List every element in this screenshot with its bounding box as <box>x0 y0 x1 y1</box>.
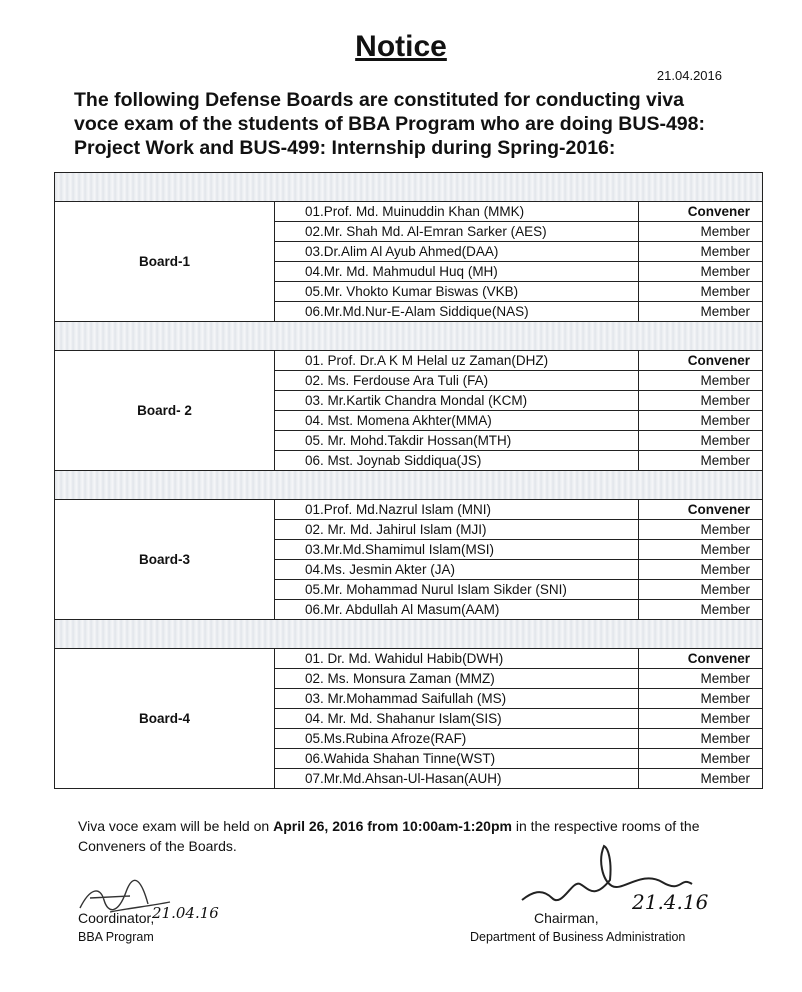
note-datetime: April 26, 2016 from 10:00am-1:20pm <box>273 818 512 834</box>
member-name: 01. Dr. Md. Wahidul Habib(DWH) <box>275 649 639 669</box>
board-separator-row <box>55 620 763 649</box>
member-role: Member <box>639 729 763 749</box>
note-prefix: Viva voce exam will be held on <box>78 818 274 834</box>
board-member-row <box>55 649 763 669</box>
chairman-dept: Department of Business Administration <box>470 930 686 944</box>
coordinator-date: 21.04.16 <box>152 904 219 922</box>
member-name: 05.Ms.Rubina Afroze(RAF) <box>275 729 639 749</box>
member-role: Member <box>639 242 763 262</box>
member-name: 03.Mr.Md.Shamimul Islam(MSI) <box>275 540 639 560</box>
board-name: Board-1 <box>55 202 275 322</box>
member-name: 01. Prof. Dr.A K M Helal uz Zaman(DHZ) <box>275 351 639 371</box>
member-role: Member <box>639 222 763 242</box>
member-role: Member <box>639 371 763 391</box>
member-name: 02. Ms. Monsura Zaman (MMZ) <box>275 669 639 689</box>
board-separator <box>55 471 763 500</box>
member-name: 03.Dr.Alim Al Ayub Ahmed(DAA) <box>275 242 639 262</box>
member-role: Member <box>639 580 763 600</box>
chairman-signature-block <box>462 840 762 950</box>
board-separator <box>55 620 763 649</box>
coordinator-dept: BBA Program <box>78 930 154 944</box>
member-role: Member <box>639 689 763 709</box>
member-role: Convener <box>639 500 763 520</box>
board-name: Board-3 <box>55 500 275 620</box>
member-name: 05. Mr. Mohd.Takdir Hossan(MTH) <box>275 431 639 451</box>
board-name: Board-4 <box>55 649 275 789</box>
board-name: Board- 2 <box>55 351 275 471</box>
member-name: 02. Mr. Md. Jahirul Islam (MJI) <box>275 520 639 540</box>
member-role: Member <box>639 282 763 302</box>
member-role: Convener <box>639 649 763 669</box>
board-separator-row <box>55 173 763 202</box>
coordinator-title: Coordinator, <box>78 910 155 926</box>
board-separator-row <box>55 322 763 351</box>
member-name: 02. Ms. Ferdouse Ara Tuli (FA) <box>275 371 639 391</box>
member-name: 04. Mst. Momena Akhter(MMA) <box>275 411 639 431</box>
member-role: Member <box>639 451 763 471</box>
board-separator-row <box>55 471 763 500</box>
member-name: 05.Mr. Vhokto Kumar Biswas (VKB) <box>275 282 639 302</box>
member-role: Member <box>639 262 763 282</box>
member-name: 06. Mst. Joynab Siddiqua(JS) <box>275 451 639 471</box>
member-name: 06.Mr. Abdullah Al Masum(AAM) <box>275 600 639 620</box>
chairman-signature-icon <box>462 840 762 920</box>
member-name: 01.Prof. Md. Muinuddin Khan (MMK) <box>275 202 639 222</box>
member-role: Member <box>639 411 763 431</box>
member-name: 05.Mr. Mohammad Nurul Islam Sikder (SNI) <box>275 580 639 600</box>
member-role: Member <box>639 540 763 560</box>
notice-date: 21.04.2016 <box>656 68 722 83</box>
member-role: Convener <box>639 351 763 371</box>
member-role: Member <box>639 769 763 789</box>
member-role: Member <box>639 749 763 769</box>
chairman-date: 21.4.16 <box>632 890 709 914</box>
member-name: 04.Mr. Md. Mahmudul Huq (MH) <box>275 262 639 282</box>
defense-boards-table <box>54 172 763 789</box>
chairman-title: Chairman, <box>534 910 599 926</box>
member-name: 04. Mr. Md. Shahanur Islam(SIS) <box>275 709 639 729</box>
member-role: Member <box>639 520 763 540</box>
member-role: Member <box>639 709 763 729</box>
notice-intro: The following Defense Boards are constituted for conducting viva voce exam of the students of BBA Program who are doing BUS-498: Project Work and BUS-499: Internship during Spring-2016: <box>74 89 705 159</box>
member-name: 04.Ms. Jesmin Akter (JA) <box>275 560 639 580</box>
member-name: 06.Mr.Md.Nur-E-Alam Siddique(NAS) <box>275 302 639 322</box>
member-role: Member <box>639 560 763 580</box>
member-role: Member <box>639 431 763 451</box>
member-role: Member <box>639 600 763 620</box>
board-member-row <box>55 500 763 520</box>
member-name: 01.Prof. Md.Nazrul Islam (MNI) <box>275 500 639 520</box>
member-role: Member <box>639 302 763 322</box>
board-separator <box>55 322 763 351</box>
notice-title: Notice <box>355 30 447 63</box>
board-member-row <box>55 202 763 222</box>
note-suffix: in the respective rooms of the Conveners of the Boards. <box>78 818 700 854</box>
member-name: 07.Mr.Md.Ahsan-Ul-Hasan(AUH) <box>275 769 639 789</box>
member-role: Member <box>639 669 763 689</box>
member-name: 03. Mr.Mohammad Saifullah (MS) <box>275 689 639 709</box>
member-name: 06.Wahida Shahan Tinne(WST) <box>275 749 639 769</box>
member-role: Convener <box>639 202 763 222</box>
member-name: 03. Mr.Kartik Chandra Mondal (KCM) <box>275 391 639 411</box>
board-member-row <box>55 351 763 371</box>
member-role: Member <box>639 391 763 411</box>
member-name: 02.Mr. Shah Md. Al-Emran Sarker (AES) <box>275 222 639 242</box>
board-separator <box>55 173 763 202</box>
coordinator-signature-block <box>78 880 278 950</box>
